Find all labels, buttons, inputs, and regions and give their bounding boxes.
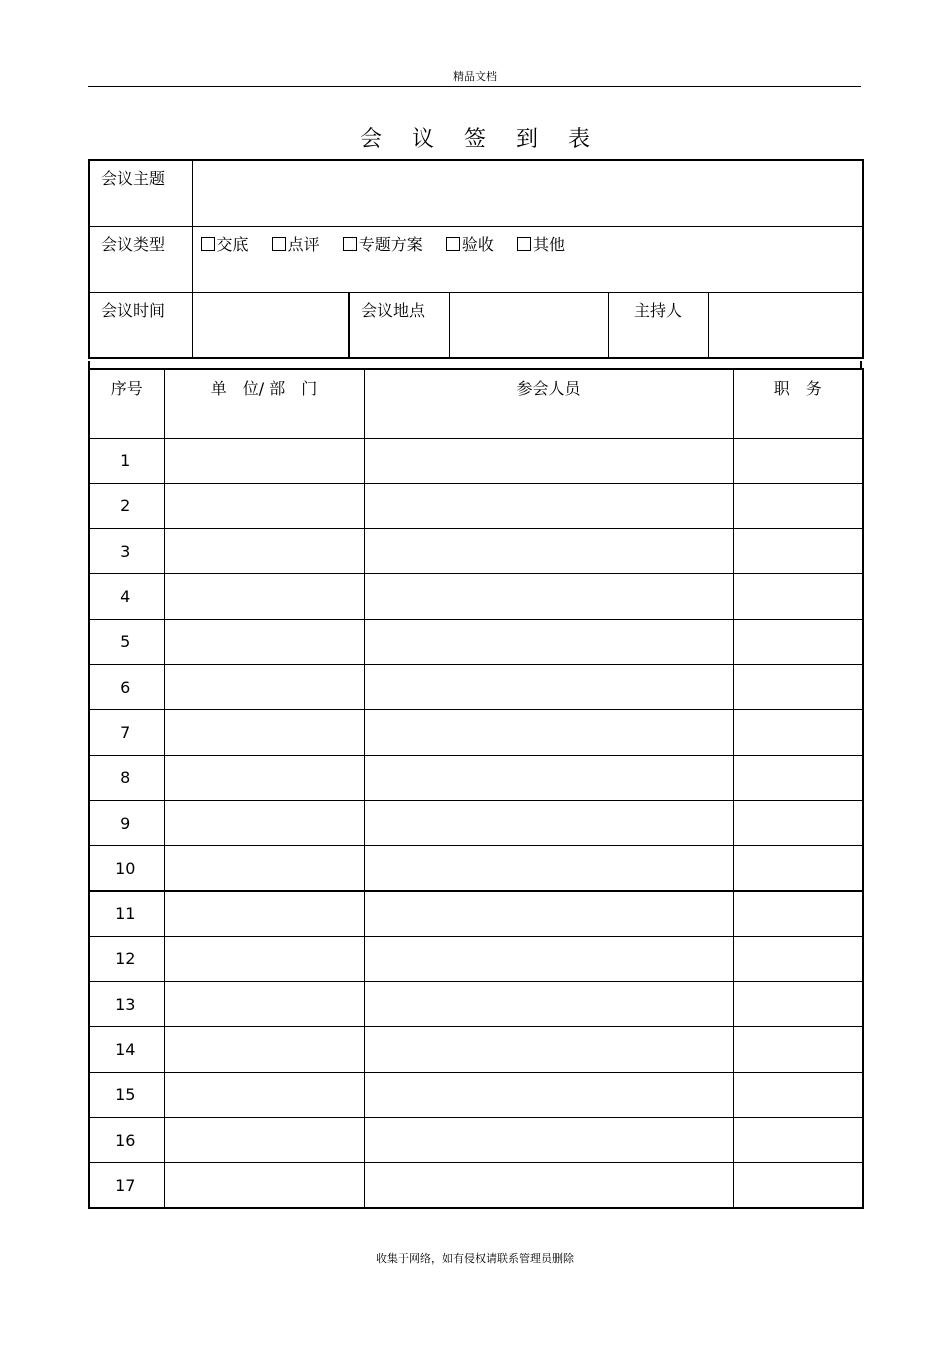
- position-cell[interactable]: [733, 982, 863, 1027]
- department-cell[interactable]: [164, 1072, 364, 1117]
- type-row: [89, 226, 863, 292]
- attendee-cell[interactable]: [364, 1027, 733, 1072]
- attendee-cell[interactable]: [364, 755, 733, 800]
- position-cell[interactable]: [733, 936, 863, 981]
- position-cell[interactable]: [733, 846, 863, 891]
- department-cell[interactable]: [164, 846, 364, 891]
- position-cell[interactable]: [733, 664, 863, 709]
- department-cell[interactable]: [164, 438, 364, 483]
- department-cell[interactable]: [164, 1117, 364, 1162]
- row-number: 2: [89, 483, 164, 528]
- table-row: [89, 529, 863, 574]
- department-cell[interactable]: [164, 664, 364, 709]
- attendee-cell[interactable]: [364, 800, 733, 845]
- table-row: [89, 1163, 863, 1208]
- header-rule: [88, 86, 861, 87]
- attendee-cell[interactable]: [364, 982, 733, 1027]
- department-cell[interactable]: [164, 982, 364, 1027]
- row-number: 16: [89, 1117, 164, 1162]
- type-option-label: 交底: [216, 234, 249, 254]
- row-number: 1: [89, 438, 164, 483]
- page-footer: 收集于网络，如有侵权请联系管理员删除: [376, 1252, 574, 1265]
- position-cell[interactable]: [733, 755, 863, 800]
- position-cell[interactable]: [733, 1072, 863, 1117]
- checkbox-icon[interactable]: [517, 237, 531, 251]
- position-cell[interactable]: [733, 438, 863, 483]
- page-header: 精品文档: [453, 70, 497, 83]
- time-location-row: [89, 292, 863, 358]
- department-cell[interactable]: [164, 891, 364, 936]
- row-number: 7: [89, 710, 164, 755]
- attendee-cell[interactable]: [364, 574, 733, 619]
- type-options: [192, 226, 863, 292]
- row-number: 15: [89, 1072, 164, 1117]
- attendee-cell[interactable]: [364, 936, 733, 981]
- sign-in-table: [88, 368, 864, 1209]
- topic-row: [89, 160, 863, 226]
- type-option-yanshou[interactable]: [446, 235, 494, 254]
- checkbox-icon[interactable]: [272, 237, 286, 251]
- department-cell[interactable]: [164, 755, 364, 800]
- time-field[interactable]: [192, 292, 349, 358]
- attendee-cell[interactable]: [364, 846, 733, 891]
- position-cell[interactable]: [733, 1163, 863, 1208]
- row-number: 11: [89, 891, 164, 936]
- topic-label: 会议主题: [89, 160, 192, 226]
- attendee-cell[interactable]: [364, 483, 733, 528]
- row-number: 10: [89, 846, 164, 891]
- position-cell[interactable]: [733, 1027, 863, 1072]
- table-row: [89, 1117, 863, 1162]
- type-option-qita[interactable]: [517, 235, 565, 254]
- department-cell[interactable]: [164, 1027, 364, 1072]
- location-label: 会议地点: [349, 292, 449, 358]
- type-label: 会议类型: [89, 226, 192, 292]
- position-cell[interactable]: [733, 483, 863, 528]
- row-number: 4: [89, 574, 164, 619]
- department-cell[interactable]: [164, 574, 364, 619]
- position-cell[interactable]: [733, 800, 863, 845]
- department-cell[interactable]: [164, 529, 364, 574]
- table-row: [89, 755, 863, 800]
- row-number: 8: [89, 755, 164, 800]
- position-cell[interactable]: [733, 710, 863, 755]
- type-option-zhuanti[interactable]: [343, 235, 423, 254]
- column-header-department: 单 位/ 部 门: [164, 369, 364, 438]
- table-row: [89, 574, 863, 619]
- row-number: 5: [89, 619, 164, 664]
- table-row: [89, 483, 863, 528]
- table-row: [89, 438, 863, 483]
- table-row: [89, 982, 863, 1027]
- table-row: [89, 710, 863, 755]
- position-cell[interactable]: [733, 891, 863, 936]
- table-row: [89, 800, 863, 845]
- department-cell[interactable]: [164, 1163, 364, 1208]
- table-row: [89, 891, 863, 936]
- type-option-label: 专题方案: [358, 234, 423, 254]
- column-header-seq: 序号: [89, 369, 164, 438]
- meeting-info-table: [88, 159, 864, 359]
- attendee-cell[interactable]: [364, 619, 733, 664]
- attendee-cell[interactable]: [364, 1163, 733, 1208]
- table-row: [89, 846, 863, 891]
- attendee-cell[interactable]: [364, 1072, 733, 1117]
- row-number: 13: [89, 982, 164, 1027]
- attendee-cell[interactable]: [364, 1117, 733, 1162]
- attendee-cell[interactable]: [364, 438, 733, 483]
- row-number: 6: [89, 664, 164, 709]
- checkbox-icon[interactable]: [343, 237, 357, 251]
- column-header-attendee: 参会人员: [364, 369, 733, 438]
- host-label: 主持人: [608, 292, 708, 358]
- attendee-cell[interactable]: [364, 529, 733, 574]
- row-number: 14: [89, 1027, 164, 1072]
- checkbox-icon[interactable]: [446, 237, 460, 251]
- department-cell[interactable]: [164, 936, 364, 981]
- row-number: 17: [89, 1163, 164, 1208]
- table-row: [89, 619, 863, 664]
- department-cell[interactable]: [164, 483, 364, 528]
- table-row: [89, 936, 863, 981]
- type-option-dianping[interactable]: [272, 235, 320, 254]
- type-option-jiaodi[interactable]: [201, 235, 249, 254]
- column-header-position: 职 务: [733, 369, 863, 438]
- host-field[interactable]: [708, 292, 863, 358]
- type-option-label: 验收: [461, 234, 494, 254]
- topic-field[interactable]: [192, 160, 863, 226]
- department-cell[interactable]: [164, 800, 364, 845]
- row-number: 3: [89, 529, 164, 574]
- position-cell[interactable]: [733, 574, 863, 619]
- page-title: 会议签到表: [359, 127, 620, 152]
- row-number: 9: [89, 800, 164, 845]
- attendee-cell[interactable]: [364, 891, 733, 936]
- time-label: 会议时间: [89, 292, 192, 358]
- position-cell[interactable]: [733, 529, 863, 574]
- department-cell[interactable]: [164, 710, 364, 755]
- sign-in-header-row: [89, 369, 863, 438]
- table-row: [89, 1072, 863, 1117]
- type-option-label: 其他: [532, 234, 565, 254]
- position-cell[interactable]: [733, 1117, 863, 1162]
- attendee-cell[interactable]: [364, 710, 733, 755]
- attendee-cell[interactable]: [364, 664, 733, 709]
- position-cell[interactable]: [733, 619, 863, 664]
- department-cell[interactable]: [164, 619, 364, 664]
- checkbox-icon[interactable]: [201, 237, 215, 251]
- table-row: [89, 1027, 863, 1072]
- type-option-label: 点评: [287, 234, 320, 254]
- table-row: [89, 664, 863, 709]
- row-number: 12: [89, 936, 164, 981]
- location-field[interactable]: [449, 292, 608, 358]
